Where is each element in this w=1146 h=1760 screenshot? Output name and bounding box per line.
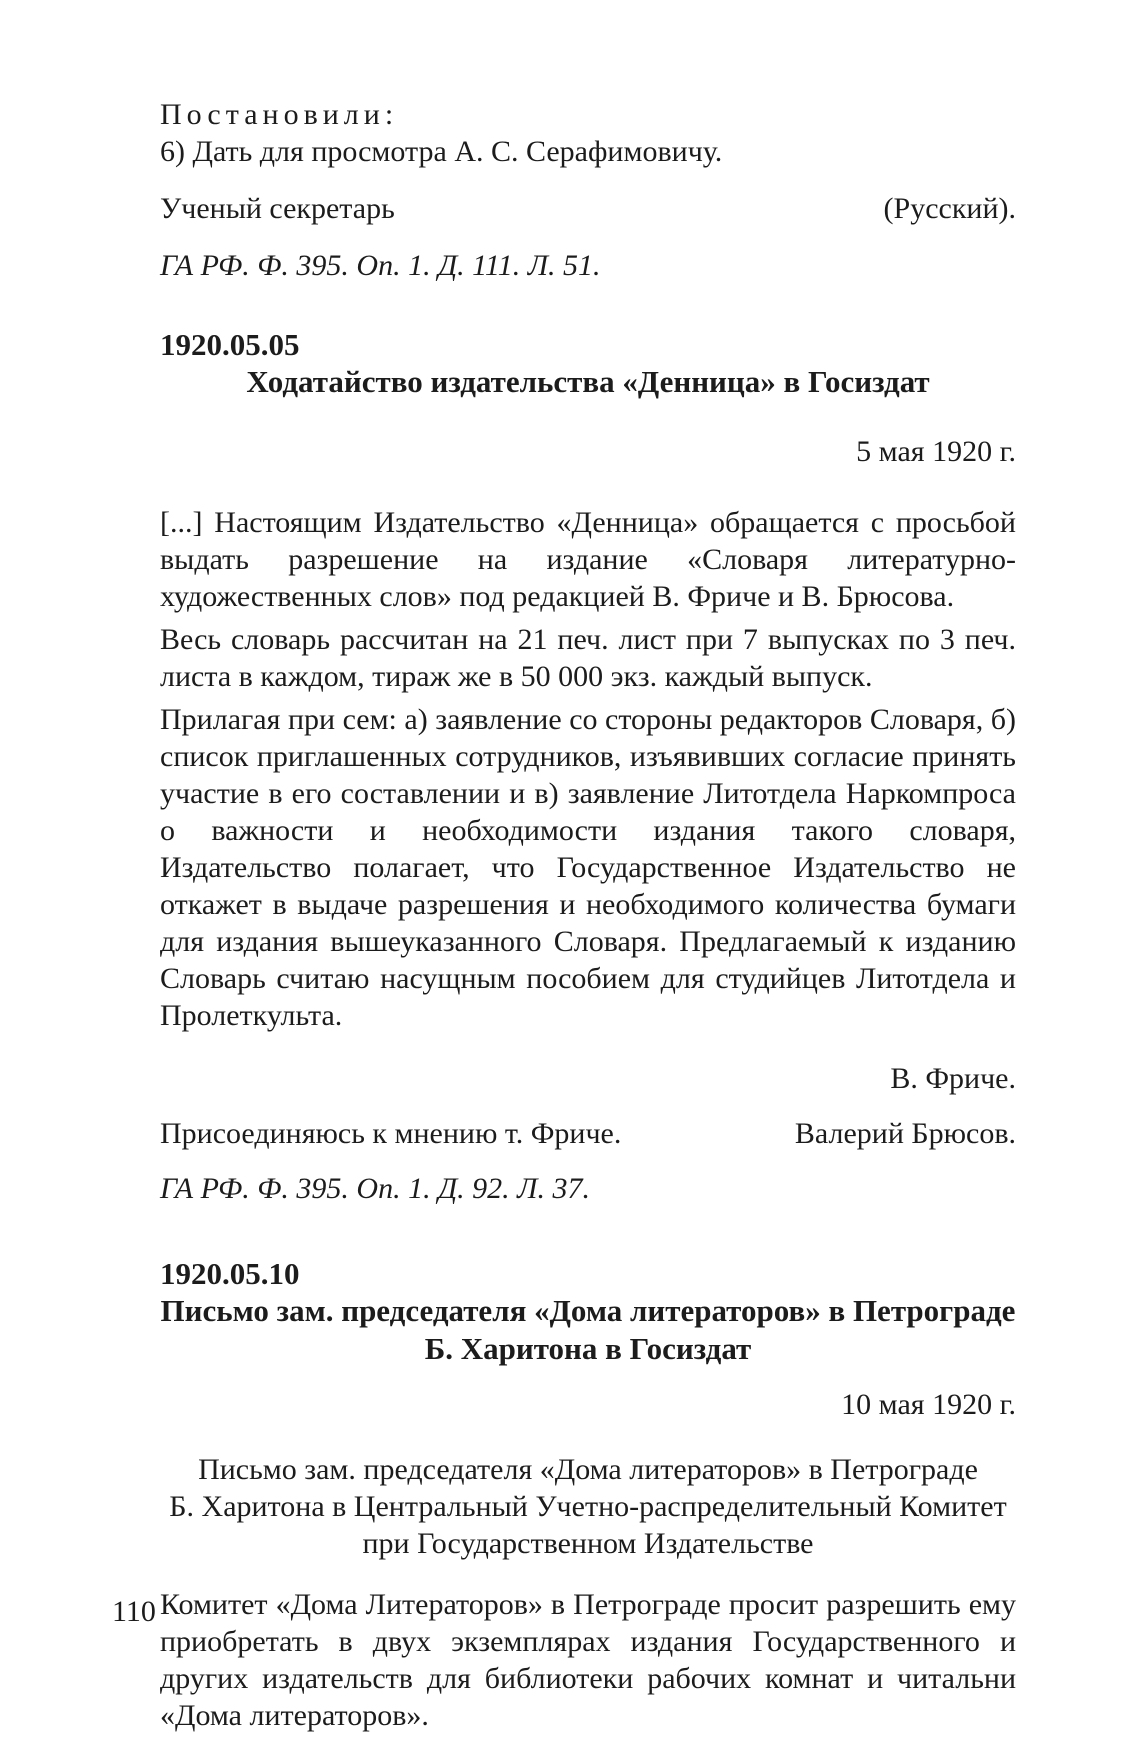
document-date: 5 мая 1920 г. [856, 435, 1016, 468]
title-line: Б. Харитона в Госиздат [424, 1331, 752, 1366]
title-line: Письмо зам. председателя «Дома литераторов» в Петрограде [160, 1293, 1016, 1328]
subtitle-line: Б. Харитона в Центральный Учетно-распределительный Комитет [169, 1490, 1007, 1523]
signature-bryusov: Валерий Брюсов. [794, 1117, 1016, 1150]
document-page [160, 96, 1016, 1734]
document-title: Ходатайство издательства «Денница» в Госиздат [246, 364, 930, 399]
subtitle-line: Письмо зам. председателя «Дома литераторов» в Петрограде [198, 1453, 978, 1486]
signature-row [160, 190, 1016, 227]
document-date: 10 мая 1920 г. [841, 1388, 1016, 1421]
body-paragraph: Весь словарь рассчитан на 21 печ. лист при 7 выпусках по 3 печ. листа в каждом, тираж же в 50 000 экз. каждый выпуск. [160, 623, 1016, 693]
signature-role: Ученый секретарь [160, 192, 395, 225]
archive-reference: ГА РФ. Ф. 395. Оп. 1. Д. 111. Л. 51. [160, 249, 601, 282]
resolution-item: 6) Дать для просмотра А. С. Серафимовичу. [160, 135, 723, 168]
signature-fritsche: В. Фриче. [890, 1062, 1016, 1095]
document-subtitle [160, 1451, 1016, 1562]
body-paragraph: Комитет «Дома Литераторов» в Петрограде просит разрешить ему приобретать в двух экземплярах издания Государственного и других издательств для библиотеки рабочих комнат и читальни «Дома литераторов». [160, 1588, 1016, 1732]
body-paragraph: Прилагая при сем: а) заявление со стороны редакторов Словаря, б) список приглашенных сотрудников, изъявивших согласие принять участие в его составлении и в) заявление Литотдела Наркомпроса о важности и необходимости издания такого словаря, Издательство полагает, что Государственное Издательство не откажет в выдаче разрешения и необходимого количества бумаги для издания вышеуказанного Словаря. Предлагаемый к изданию Словарь считаю насущным пособием для студийцев Литотдела и Пролеткульта. [160, 703, 1016, 1032]
concur-text: Присоединяюсь к мнению т. Фриче. [160, 1117, 622, 1150]
resolved-label: Постановили: [160, 98, 399, 131]
body-paragraph: [...] Настоящим Издательство «Денница» обращается с просьбой выдать разрешение на издание «Словаря литературно-художественных слов» под редакцией В. Фриче и В. Брюсова. [160, 506, 1016, 613]
concur-row [160, 1115, 1016, 1152]
page-number: 110 [112, 1595, 156, 1628]
document-date-code: 1920.05.10 [160, 1256, 300, 1291]
subtitle-line: при Государственном Издательстве [362, 1527, 814, 1560]
document-date-code: 1920.05.05 [160, 327, 300, 362]
signature-name: (Русский). [883, 192, 1016, 225]
archive-reference: ГА РФ. Ф. 395. Оп. 1. Д. 92. Л. 37. [160, 1172, 590, 1205]
document-title [136, 1292, 1040, 1368]
